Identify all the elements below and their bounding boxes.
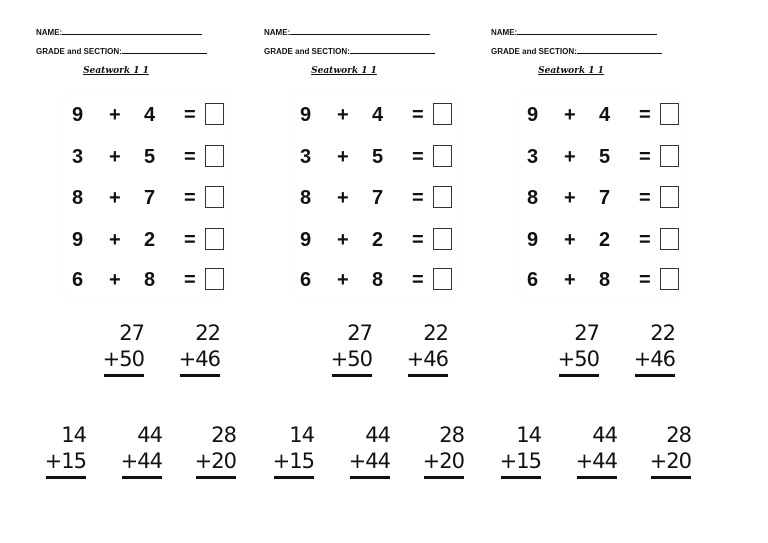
bottom-number: +50 bbox=[557, 347, 599, 371]
bottom-number: +20 bbox=[194, 449, 236, 473]
answer-rule[interactable] bbox=[122, 476, 162, 479]
answer-rule[interactable] bbox=[559, 374, 599, 377]
equals-sign: = bbox=[639, 187, 651, 209]
vertical-addition-problem bbox=[346, 422, 390, 479]
worksheet-copy bbox=[36, 0, 276, 543]
plus-sign: + bbox=[564, 187, 576, 209]
answer-box[interactable] bbox=[433, 268, 452, 290]
second-addend: 8 bbox=[144, 269, 156, 291]
top-number: 44 bbox=[137, 423, 162, 447]
answer-rule[interactable] bbox=[104, 374, 144, 377]
second-addend: 5 bbox=[144, 146, 156, 168]
grade-section-blank bbox=[577, 46, 662, 54]
name-line bbox=[264, 27, 430, 37]
plus-sign: + bbox=[109, 104, 121, 126]
answer-rule[interactable] bbox=[350, 476, 390, 479]
name-line bbox=[491, 27, 657, 37]
top-number: 28 bbox=[439, 423, 464, 447]
worksheet-title: Seatwork 1 1 bbox=[83, 66, 149, 76]
equals-sign: = bbox=[412, 146, 424, 168]
second-addend: 7 bbox=[599, 187, 611, 209]
bottom-number: +15 bbox=[272, 449, 314, 473]
second-addend: 4 bbox=[372, 104, 384, 126]
second-addend: 7 bbox=[372, 187, 384, 209]
answer-box[interactable] bbox=[660, 268, 679, 290]
name-label: NAME: bbox=[264, 28, 291, 37]
second-addend: 8 bbox=[372, 269, 384, 291]
grade-section-label: GRADE and SECTION: bbox=[36, 47, 122, 56]
answer-box[interactable] bbox=[660, 186, 679, 208]
answer-box[interactable] bbox=[660, 145, 679, 167]
name-label: NAME: bbox=[491, 28, 518, 37]
answer-box[interactable] bbox=[205, 145, 224, 167]
answer-rule[interactable] bbox=[196, 476, 236, 479]
answer-box[interactable] bbox=[660, 228, 679, 250]
top-number: 27 bbox=[574, 321, 599, 345]
plus-sign: + bbox=[337, 104, 349, 126]
equation-row bbox=[491, 266, 681, 294]
second-addend: 7 bbox=[144, 187, 156, 209]
plus-sign: + bbox=[109, 187, 121, 209]
grade-section-line bbox=[264, 46, 435, 56]
equation-row bbox=[264, 184, 454, 212]
vertical-addition-problem bbox=[647, 422, 691, 479]
equation-row bbox=[491, 143, 681, 171]
equation-row bbox=[264, 101, 454, 129]
worksheet-title: Seatwork 1 1 bbox=[311, 66, 377, 76]
name-blank bbox=[62, 27, 202, 35]
worksheet-copy bbox=[491, 0, 731, 543]
bottom-number: +46 bbox=[633, 347, 675, 371]
answer-box[interactable] bbox=[433, 228, 452, 250]
second-addend: 2 bbox=[144, 229, 156, 251]
answer-rule[interactable] bbox=[635, 374, 675, 377]
plus-sign: + bbox=[564, 229, 576, 251]
bottom-number: +50 bbox=[330, 347, 372, 371]
bottom-number: +44 bbox=[348, 449, 390, 473]
worksheet-copy bbox=[264, 0, 504, 543]
vertical-addition-problem bbox=[100, 320, 144, 377]
first-addend: 3 bbox=[527, 146, 539, 168]
second-addend: 2 bbox=[599, 229, 611, 251]
answer-box[interactable] bbox=[205, 268, 224, 290]
first-addend: 8 bbox=[527, 187, 539, 209]
vertical-addition-problem bbox=[328, 320, 372, 377]
first-addend: 8 bbox=[300, 187, 312, 209]
first-addend: 3 bbox=[72, 146, 84, 168]
second-addend: 5 bbox=[372, 146, 384, 168]
second-addend: 4 bbox=[599, 104, 611, 126]
answer-rule[interactable] bbox=[651, 476, 691, 479]
first-addend: 9 bbox=[300, 229, 312, 251]
grade-section-label: GRADE and SECTION: bbox=[491, 47, 577, 56]
first-addend: 9 bbox=[300, 104, 312, 126]
equation-row bbox=[36, 184, 226, 212]
bottom-number: +15 bbox=[499, 449, 541, 473]
vertical-addition-problem bbox=[631, 320, 675, 377]
bottom-number: +44 bbox=[120, 449, 162, 473]
answer-box[interactable] bbox=[433, 103, 452, 125]
equals-sign: = bbox=[184, 146, 196, 168]
answer-box[interactable] bbox=[205, 228, 224, 250]
plus-sign: + bbox=[337, 269, 349, 291]
top-number: 27 bbox=[119, 321, 144, 345]
second-addend: 4 bbox=[144, 104, 156, 126]
answer-rule[interactable] bbox=[501, 476, 541, 479]
equation-row bbox=[491, 184, 681, 212]
equation-row bbox=[36, 101, 226, 129]
equals-sign: = bbox=[412, 269, 424, 291]
answer-box[interactable] bbox=[205, 186, 224, 208]
top-number: 14 bbox=[289, 423, 314, 447]
first-addend: 6 bbox=[300, 269, 312, 291]
answer-rule[interactable] bbox=[180, 374, 220, 377]
bottom-number: +46 bbox=[406, 347, 448, 371]
bottom-number: +15 bbox=[44, 449, 86, 473]
equation-row bbox=[491, 101, 681, 129]
plus-sign: + bbox=[109, 229, 121, 251]
equation-row bbox=[264, 143, 454, 171]
bottom-number: +44 bbox=[575, 449, 617, 473]
answer-box[interactable] bbox=[205, 103, 224, 125]
top-number: 28 bbox=[211, 423, 236, 447]
vertical-addition-problem bbox=[192, 422, 236, 479]
plus-sign: + bbox=[337, 187, 349, 209]
name-label: NAME: bbox=[36, 28, 63, 37]
vertical-addition-problem bbox=[42, 422, 86, 479]
vertical-addition-problem bbox=[497, 422, 541, 479]
grade-section-line bbox=[36, 46, 207, 56]
first-addend: 9 bbox=[527, 229, 539, 251]
equation-row bbox=[264, 266, 454, 294]
first-addend: 6 bbox=[72, 269, 84, 291]
grade-section-label: GRADE and SECTION: bbox=[264, 47, 350, 56]
equals-sign: = bbox=[184, 229, 196, 251]
equals-sign: = bbox=[412, 229, 424, 251]
plus-sign: + bbox=[109, 269, 121, 291]
name-line bbox=[36, 27, 202, 37]
vertical-addition-problem bbox=[404, 320, 448, 377]
first-addend: 8 bbox=[72, 187, 84, 209]
answer-rule[interactable] bbox=[424, 476, 464, 479]
first-addend: 3 bbox=[300, 146, 312, 168]
top-number: 22 bbox=[423, 321, 448, 345]
vertical-addition-problem bbox=[573, 422, 617, 479]
answer-rule[interactable] bbox=[332, 374, 372, 377]
equals-sign: = bbox=[639, 146, 651, 168]
top-number: 28 bbox=[666, 423, 691, 447]
plus-sign: + bbox=[337, 146, 349, 168]
grade-section-blank bbox=[350, 46, 435, 54]
top-number: 44 bbox=[592, 423, 617, 447]
vertical-addition-problem bbox=[555, 320, 599, 377]
plus-sign: + bbox=[564, 146, 576, 168]
answer-rule[interactable] bbox=[408, 374, 448, 377]
first-addend: 9 bbox=[72, 104, 84, 126]
top-number: 22 bbox=[650, 321, 675, 345]
second-addend: 8 bbox=[599, 269, 611, 291]
equals-sign: = bbox=[184, 269, 196, 291]
equals-sign: = bbox=[639, 104, 651, 126]
equals-sign: = bbox=[412, 104, 424, 126]
vertical-addition-problem bbox=[420, 422, 464, 479]
equation-row bbox=[36, 226, 226, 254]
grade-section-blank bbox=[122, 46, 207, 54]
bottom-number: +46 bbox=[178, 347, 220, 371]
equation-row bbox=[36, 266, 226, 294]
equation-row bbox=[491, 226, 681, 254]
vertical-addition-problem bbox=[118, 422, 162, 479]
answer-box[interactable] bbox=[433, 186, 452, 208]
vertical-addition-problem bbox=[176, 320, 220, 377]
second-addend: 5 bbox=[599, 146, 611, 168]
bottom-number: +20 bbox=[422, 449, 464, 473]
top-number: 14 bbox=[516, 423, 541, 447]
plus-sign: + bbox=[337, 229, 349, 251]
equals-sign: = bbox=[184, 187, 196, 209]
equals-sign: = bbox=[184, 104, 196, 126]
plus-sign: + bbox=[564, 104, 576, 126]
equals-sign: = bbox=[639, 229, 651, 251]
second-addend: 2 bbox=[372, 229, 384, 251]
top-number: 44 bbox=[365, 423, 390, 447]
equals-sign: = bbox=[412, 187, 424, 209]
plus-sign: + bbox=[109, 146, 121, 168]
answer-rule[interactable] bbox=[577, 476, 617, 479]
equation-row bbox=[36, 143, 226, 171]
top-number: 22 bbox=[195, 321, 220, 345]
first-addend: 6 bbox=[527, 269, 539, 291]
answer-box[interactable] bbox=[433, 145, 452, 167]
vertical-addition-problem bbox=[270, 422, 314, 479]
plus-sign: + bbox=[564, 269, 576, 291]
top-number: 27 bbox=[347, 321, 372, 345]
answer-rule[interactable] bbox=[46, 476, 86, 479]
equation-row bbox=[264, 226, 454, 254]
equals-sign: = bbox=[639, 269, 651, 291]
first-addend: 9 bbox=[72, 229, 84, 251]
first-addend: 9 bbox=[527, 104, 539, 126]
answer-rule[interactable] bbox=[274, 476, 314, 479]
bottom-number: +50 bbox=[102, 347, 144, 371]
name-blank bbox=[290, 27, 430, 35]
top-number: 14 bbox=[61, 423, 86, 447]
name-blank bbox=[517, 27, 657, 35]
bottom-number: +20 bbox=[649, 449, 691, 473]
answer-box[interactable] bbox=[660, 103, 679, 125]
grade-section-line bbox=[491, 46, 662, 56]
worksheet-title: Seatwork 1 1 bbox=[538, 66, 604, 76]
